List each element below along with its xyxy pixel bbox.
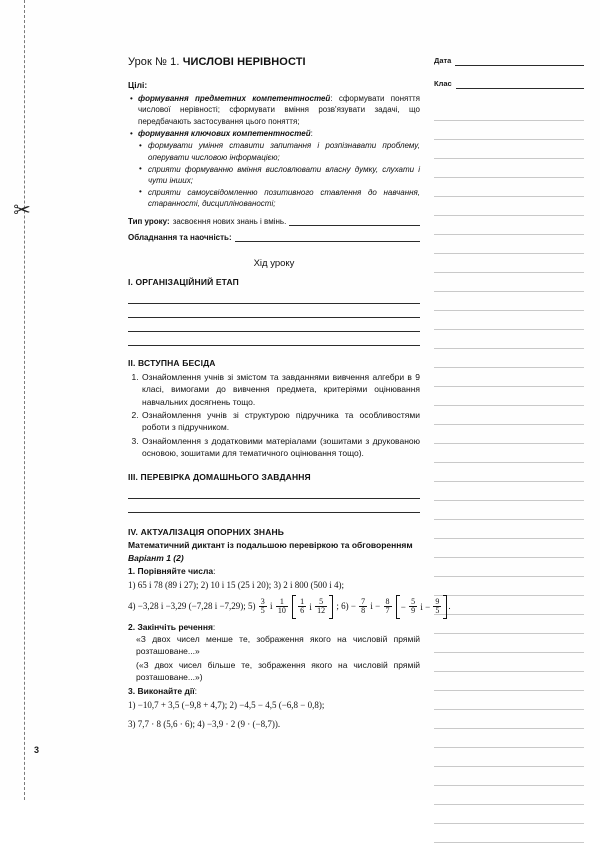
ruled-line[interactable] [434, 501, 584, 520]
task-1-line-2-prefix: 4) −3,28 і −3,29 (−7,28 і −7,29); 5) [128, 601, 256, 612]
blank-line[interactable] [128, 304, 420, 318]
variant-label: Варіант 1 (2) [128, 553, 184, 564]
fraction-numerator: 5 [319, 597, 324, 607]
lesson-type-label: Тип уроку: [128, 217, 170, 226]
lesson-type-input[interactable] [289, 216, 420, 226]
ruled-line[interactable] [434, 748, 584, 767]
ruled-line[interactable] [434, 159, 584, 178]
ruled-line[interactable] [434, 596, 584, 615]
intro-talk-item-2: 2. Ознайомлення учнів зі структурою підручника та особливостями роботи з підручником. [141, 409, 420, 434]
task-1-suffix: : [213, 566, 216, 577]
perforation-cut-line [24, 0, 25, 800]
fraction-1-6 [298, 598, 306, 615]
fraction-denominator: 9 [411, 606, 416, 616]
goals-heading: Цілі: [128, 80, 148, 90]
section-heading-intro-talk: II. ВСТУПНА БЕСІДА [128, 358, 216, 368]
fraction-8-7 [384, 598, 392, 615]
task-1-number: 1. [128, 566, 136, 577]
ruled-line[interactable] [434, 292, 584, 311]
goal-item-subject-competence-label: формування предметних компетентностей [138, 94, 331, 103]
task-3-line-2: 3) 7,7 · 8 (5,6 · 6); 4) −3,9 · 2 (9 · (−8,7)). [128, 718, 281, 729]
minus-sign-3: − [400, 602, 406, 613]
intro-talk-item-1: 1. Ознайомлення учнів зі змістом та завданнями вивчення алгебри в 9 класі, вимогами до вивчення предмета, критеріями оцінювання навчальних досягнень тощо. [141, 371, 420, 408]
minus-sign-1: − [350, 601, 356, 612]
blank-line[interactable] [128, 290, 420, 304]
equipment-row[interactable] [128, 232, 420, 242]
ruled-line[interactable] [434, 767, 584, 786]
page-title [128, 56, 420, 68]
ruled-line[interactable] [434, 216, 584, 235]
fraction-numerator: 8 [385, 596, 390, 606]
compare-symbol-4: і [420, 602, 423, 613]
ruled-line[interactable] [434, 444, 584, 463]
scissors-icon: ✂ [13, 199, 31, 222]
ruled-line[interactable] [434, 539, 584, 558]
date-label: Дата [434, 56, 452, 65]
course-of-lesson-heading: Хід уроку [253, 258, 295, 269]
bracketed-variant-2 [396, 595, 451, 619]
fraction-numerator: 9 [435, 597, 440, 607]
fraction-numerator: 5 [411, 597, 416, 607]
ruled-line[interactable] [434, 691, 584, 710]
task-3-suffix: : [194, 686, 198, 697]
section-heading-organizational: I. ОРГАНІЗАЦІЙНИЙ ЕТАП [128, 277, 239, 287]
fraction-7-8 [359, 598, 367, 615]
ruled-line[interactable] [434, 482, 584, 501]
task-1-line-1: 1) 65 і 78 (89 і 27); 2) 10 і 15 (25 і 20); 3) 2 і 800 (500 і 4); [128, 580, 344, 591]
lesson-type-value: засвоєння нових знань і вмінь. [172, 217, 287, 226]
fraction-9-5 [433, 598, 441, 615]
lesson-title-text: ЧИСЛОВІ НЕРІВНОСТІ [182, 56, 306, 68]
ruled-line[interactable] [434, 121, 584, 140]
organizational-blank-lines[interactable] [128, 290, 420, 346]
goal-subitem-1: • формувати уміння ставити запитання і розпізнавати проблему, оперувати числовою інформацією; [138, 140, 420, 163]
class-field-row[interactable] [434, 79, 584, 89]
ruled-line[interactable] [434, 824, 584, 843]
intro-talk-item-3: 3. Ознайомлення з додатковими матеріалами (зошитами з друкованою основою, зошитами для тематичного оцінювання тощо). [141, 435, 420, 460]
task-2-quote-2: («З двох чисел більше те, зображення якого на числовій прямій розташоване...») [136, 659, 420, 683]
ruled-line[interactable] [434, 387, 584, 406]
compare-symbol-1: і [270, 601, 273, 612]
task-3-heading [128, 686, 420, 696]
fraction-5-9 [409, 598, 417, 615]
fraction-denominator: 10 [277, 605, 286, 615]
task-1-line-2-end: . [448, 601, 451, 612]
task-1-title: Порівняйте числа [137, 566, 214, 577]
ruled-line[interactable] [434, 311, 584, 330]
goal-item-key-competence [128, 128, 420, 139]
ruled-line[interactable] [434, 235, 584, 254]
goal-item-subject-competence-text: : сформувати поняття числової нерівності; сформувати вміння розв'язувати задачі, що передбачають застосування цього поняття; [138, 94, 420, 126]
blank-line[interactable] [128, 332, 420, 346]
task-2-title: Закінчіть речення [137, 622, 213, 633]
task-2-suffix: : [212, 622, 216, 633]
task-2-number: 2. [128, 622, 136, 633]
ruled-line[interactable] [434, 368, 584, 387]
fraction-denominator: 6 [300, 606, 305, 616]
ruled-line[interactable] [434, 520, 584, 539]
lesson-type-row[interactable] [128, 216, 420, 226]
fraction-denominator: 5 [260, 605, 265, 615]
goals-sublist [128, 140, 420, 210]
task-3-number: 3. [128, 686, 136, 697]
ruled-line[interactable] [434, 349, 584, 368]
ruled-line[interactable] [434, 254, 584, 273]
compare-symbol-3: і [370, 601, 373, 612]
ruled-line[interactable] [434, 786, 584, 805]
ruled-line[interactable] [434, 102, 584, 121]
goal-item-key-competence-label: формування ключових компетентностей [138, 129, 311, 139]
fraction-denominator: 8 [361, 605, 366, 615]
class-input[interactable] [456, 79, 584, 89]
blank-line[interactable] [128, 318, 420, 332]
task-1-line-2-tail-label: ; 6) [336, 601, 349, 612]
intro-talk-list [128, 371, 420, 459]
lesson-number: Урок № 1. [128, 56, 180, 68]
goals-list [128, 93, 420, 139]
task-1-heading [128, 566, 420, 576]
goal-subitem-2: • сприяти формуванню вміння висловлювати власну думку, слухати і чути інших; [138, 164, 420, 187]
ruled-line[interactable] [434, 197, 584, 216]
fraction-numerator: 7 [361, 596, 366, 606]
fraction-5-12 [315, 598, 327, 615]
task-2-heading [128, 622, 420, 632]
fraction-1-10 [276, 598, 288, 615]
fraction-numerator: 1 [300, 597, 305, 607]
minus-sign-2: − [375, 601, 381, 612]
ruled-line[interactable] [434, 463, 584, 482]
blank-line[interactable] [128, 499, 420, 513]
ruled-line[interactable] [434, 178, 584, 197]
date-input[interactable] [455, 56, 584, 66]
header-fields-column [434, 56, 584, 843]
section-heading-actualization: IV. АКТУАЛІЗАЦІЯ ОПОРНИХ ЗНАНЬ [128, 527, 285, 538]
ruled-line[interactable] [434, 425, 584, 444]
ruled-line[interactable] [434, 330, 584, 349]
ruled-line[interactable] [434, 615, 584, 634]
task-1-line-2 [128, 595, 451, 619]
homework-check-blank-lines[interactable] [128, 485, 420, 513]
ruled-line[interactable] [434, 558, 584, 577]
task-3-line-1: 1) −10,7 + 3,5 (−9,8 + 4,7); 2) −4,5 − 4,5 (−6,8 − 0,8); [128, 700, 325, 711]
bracketed-variant-1 [292, 595, 333, 619]
ruled-line[interactable] [434, 577, 584, 596]
fraction-numerator: 3 [260, 596, 265, 606]
ruled-line[interactable] [434, 672, 584, 691]
section-heading-homework-check: III. ПЕРЕВІРКА ДОМАШНЬОГО ЗАВДАННЯ [128, 472, 311, 483]
ruled-line[interactable] [434, 729, 584, 748]
ruled-line[interactable] [434, 273, 584, 292]
ruled-line[interactable] [434, 634, 584, 653]
page-number: 3 [34, 745, 40, 755]
task-2-quote-1: «З двох чисел менше те, зображення якого на числовій прямій розташоване...» [136, 634, 420, 657]
fraction-denominator: 5 [435, 606, 440, 616]
fraction-numerator: 1 [279, 596, 284, 606]
fraction-denominator: 7 [385, 605, 390, 615]
fraction-denominator: 12 [317, 606, 326, 616]
minus-sign-4: − [425, 602, 431, 613]
task-3-title: Виконайте дії [137, 686, 195, 697]
ruled-line[interactable] [434, 653, 584, 672]
ruled-line[interactable] [434, 140, 584, 159]
equipment-input[interactable] [235, 232, 420, 242]
ruled-line[interactable] [434, 710, 584, 729]
ruled-line[interactable] [434, 406, 584, 425]
fraction-3-5 [259, 598, 267, 615]
goal-item-subject-competence [128, 93, 420, 127]
ruled-line[interactable] [434, 805, 584, 824]
date-field-row[interactable] [434, 56, 584, 66]
right-ruled-area[interactable] [434, 102, 584, 843]
goal-subitem-3: • сприяти самоусвідомленню позитивного ставлення до навчання, старанності, дисциплінованості; [138, 187, 420, 210]
math-dictation-subheading: Математичний диктант із подальшою перевіркою та обговоренням [128, 540, 413, 551]
compare-symbol-2: і [309, 602, 312, 613]
goal-item-key-competence-text: : [310, 129, 313, 139]
blank-line[interactable] [128, 485, 420, 499]
equipment-label: Обладнання та наочність: [128, 233, 232, 242]
class-label: Клас [434, 79, 452, 88]
